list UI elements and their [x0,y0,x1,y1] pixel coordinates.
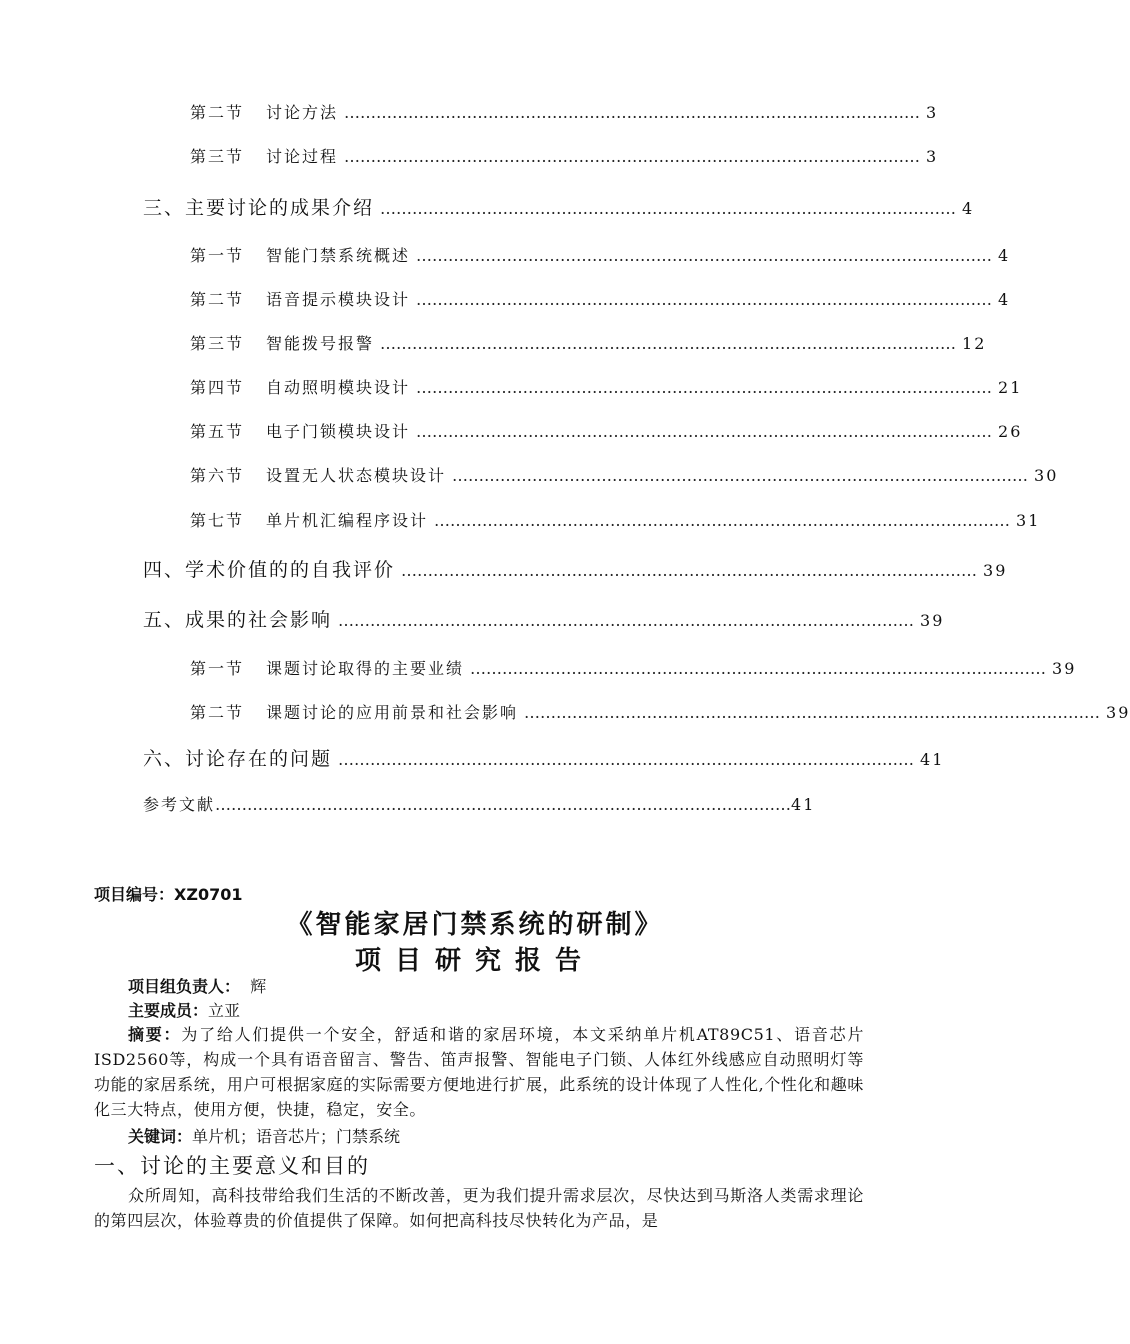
project-leader [128,974,266,997]
toc-entry-title: 语音提示模块设计 [266,290,411,309]
toc-entry-title: 课题讨论取得的主要业绩 [266,659,465,678]
toc-entry[interactable] [143,744,945,771]
toc-entry[interactable] [190,243,1011,266]
toc-section-number: 第六节 [190,466,245,485]
toc-entry-title: 四、学术价值的的自我评价 [143,559,396,581]
toc-entry[interactable] [190,700,1130,723]
toc-leader-dots: ……………………………………………………………………………………………… [416,246,993,265]
toc-section-number: 第二节 [190,290,245,309]
report-subtitle: 项目研究报告 [354,946,595,976]
toc-entry[interactable] [143,792,816,815]
toc-section-number: 第一节 [190,659,245,678]
toc-leader-dots: ……………………………………………………………………………………………… [416,290,993,309]
toc-section-number: 第一节 [190,246,245,265]
toc-entry[interactable] [190,656,1077,679]
toc-entry-title: 智能拨号报警 [266,334,375,353]
toc-entry[interactable] [143,605,945,632]
project-leader-label: 项目组负责人： [128,977,241,996]
toc-page-number: 39 [983,561,1008,580]
toc-leader-dots: ……………………………………………………………………………………………… [380,334,957,353]
toc-entry[interactable] [143,555,1008,582]
toc-page-number: 41 [920,750,945,769]
toc-leader-dots: ……………………………………………………………………………………………… [338,750,915,769]
toc-entry-title: 六、讨论存在的问题 [143,748,333,770]
toc-entry-title: 参考文献 [143,795,216,814]
toc-entry-title: 电子门锁模块设计 [266,422,411,441]
toc-page-number: 41 [791,795,816,814]
toc-leader-dots: ……………………………………………………………………………………………… [344,147,921,166]
toc-entry-title: 讨论方法 [266,103,339,122]
toc-leader-dots: ……………………………………………………………………………………………… [470,659,1047,678]
toc-entry-title: 三、主要讨论的成果介绍 [143,197,375,219]
toc-page-number: 31 [1016,511,1041,530]
toc-page-number: 12 [962,334,987,353]
toc-page-number: 4 [998,246,1011,265]
toc-page-number: 39 [920,611,945,630]
main-members-label: 主要成员： [128,1001,209,1020]
toc-page-number: 39 [1106,703,1130,722]
toc-entry[interactable] [190,100,939,123]
toc-entry-title: 五、成果的社会影响 [143,609,333,631]
toc-page-number: 39 [1052,659,1077,678]
toc-section-number: 第三节 [190,147,245,166]
toc-section-number: 第二节 [190,703,245,722]
keywords [128,1124,400,1147]
toc-section-number: 第四节 [190,378,245,397]
project-number: 项目编号：XZ0701 [94,885,243,904]
toc-leader-dots: ……………………………………………………………………………………………… [434,511,1011,530]
toc-entry-title: 设置无人状态模块设计 [266,466,447,485]
toc-entry[interactable] [143,193,975,220]
toc-page-number: 26 [998,422,1023,441]
keywords-label: 关键词： [128,1127,193,1146]
section-heading: 一、讨论的主要意义和目的 [94,1154,370,1178]
toc-entry[interactable] [190,508,1041,531]
main-members [128,998,240,1021]
toc-entry[interactable] [190,463,1059,486]
toc-entry[interactable] [190,287,1011,310]
toc-entry-title: 智能门禁系统概述 [266,246,411,265]
abstract-label: 摘要： [128,1025,182,1044]
toc-leader-dots: ……………………………………………………………………………………………… [416,378,993,397]
toc-entry[interactable] [190,419,1023,442]
toc-entry-title: 单片机汇编程序设计 [266,511,429,530]
toc-leader-dots: ……………………………………………………………………………………………… [452,466,1029,485]
project-leader-name: 辉 [250,977,267,996]
toc-entry[interactable] [190,144,939,167]
toc-entry-title: 自动照明模块设计 [266,378,411,397]
toc-page-number: 30 [1034,466,1059,485]
section-paragraph: 众所周知，高科技带给我们生活的不断改善，更为我们提升需求层次，尽快达到马斯洛人类需求理论的第四层次，体验尊贵的价值提供了保障。如何把高科技尽快转化为产品，是 [94,1186,864,1230]
toc-entry[interactable] [190,375,1023,398]
toc-entry-title: 讨论过程 [266,147,339,166]
toc-page-number: 3 [926,147,939,166]
toc-entry-title: 课题讨论的应用前景和社会影响 [266,703,519,722]
toc-entry[interactable] [190,331,987,354]
toc-leader-dots: ……………………………………………………………………………………………… [344,103,921,122]
main-members-names: 立亚 [208,1001,241,1020]
toc-page-number: 21 [998,378,1023,397]
toc-section-number: 第三节 [190,334,245,353]
toc-page-number: 3 [926,103,939,122]
toc-page-number: 4 [962,199,975,218]
toc-leader-dots: ……………………………………………………………………………………………… [401,561,978,580]
abstract [94,1022,864,1122]
toc-section-number: 第五节 [190,422,245,441]
toc-section-number: 第七节 [190,511,245,530]
toc-leader-dots: ……………………………………………………………………………………………… [215,795,792,814]
toc-section-number: 第二节 [190,103,245,122]
report-title: 《智能家居门禁系统的研制》 [286,910,664,940]
keywords-text: 单片机；语音芯片；门禁系统 [192,1127,401,1146]
abstract-text: 为了给人们提供一个安全，舒适和谐的家居环境，本文采纳单片机AT89C51、语音芯片ISD2560等，构成一个具有语音留言、警告、笛声报警、智能电子门锁、人体红外线感应自动照明灯等功能的家居系统，用户可根据家庭的实际需要方便地进行扩展，此系统的设计体现了人性化,个性化和趣味化三大特点，使用方便，快捷，稳定，安全。 [94,1025,864,1119]
toc-leader-dots: ……………………………………………………………………………………………… [338,611,915,630]
toc-leader-dots: ……………………………………………………………………………………………… [380,199,957,218]
toc-leader-dots: ……………………………………………………………………………………………… [416,422,993,441]
toc-page-number: 4 [998,290,1011,309]
toc-leader-dots: ……………………………………………………………………………………………… [524,703,1101,722]
